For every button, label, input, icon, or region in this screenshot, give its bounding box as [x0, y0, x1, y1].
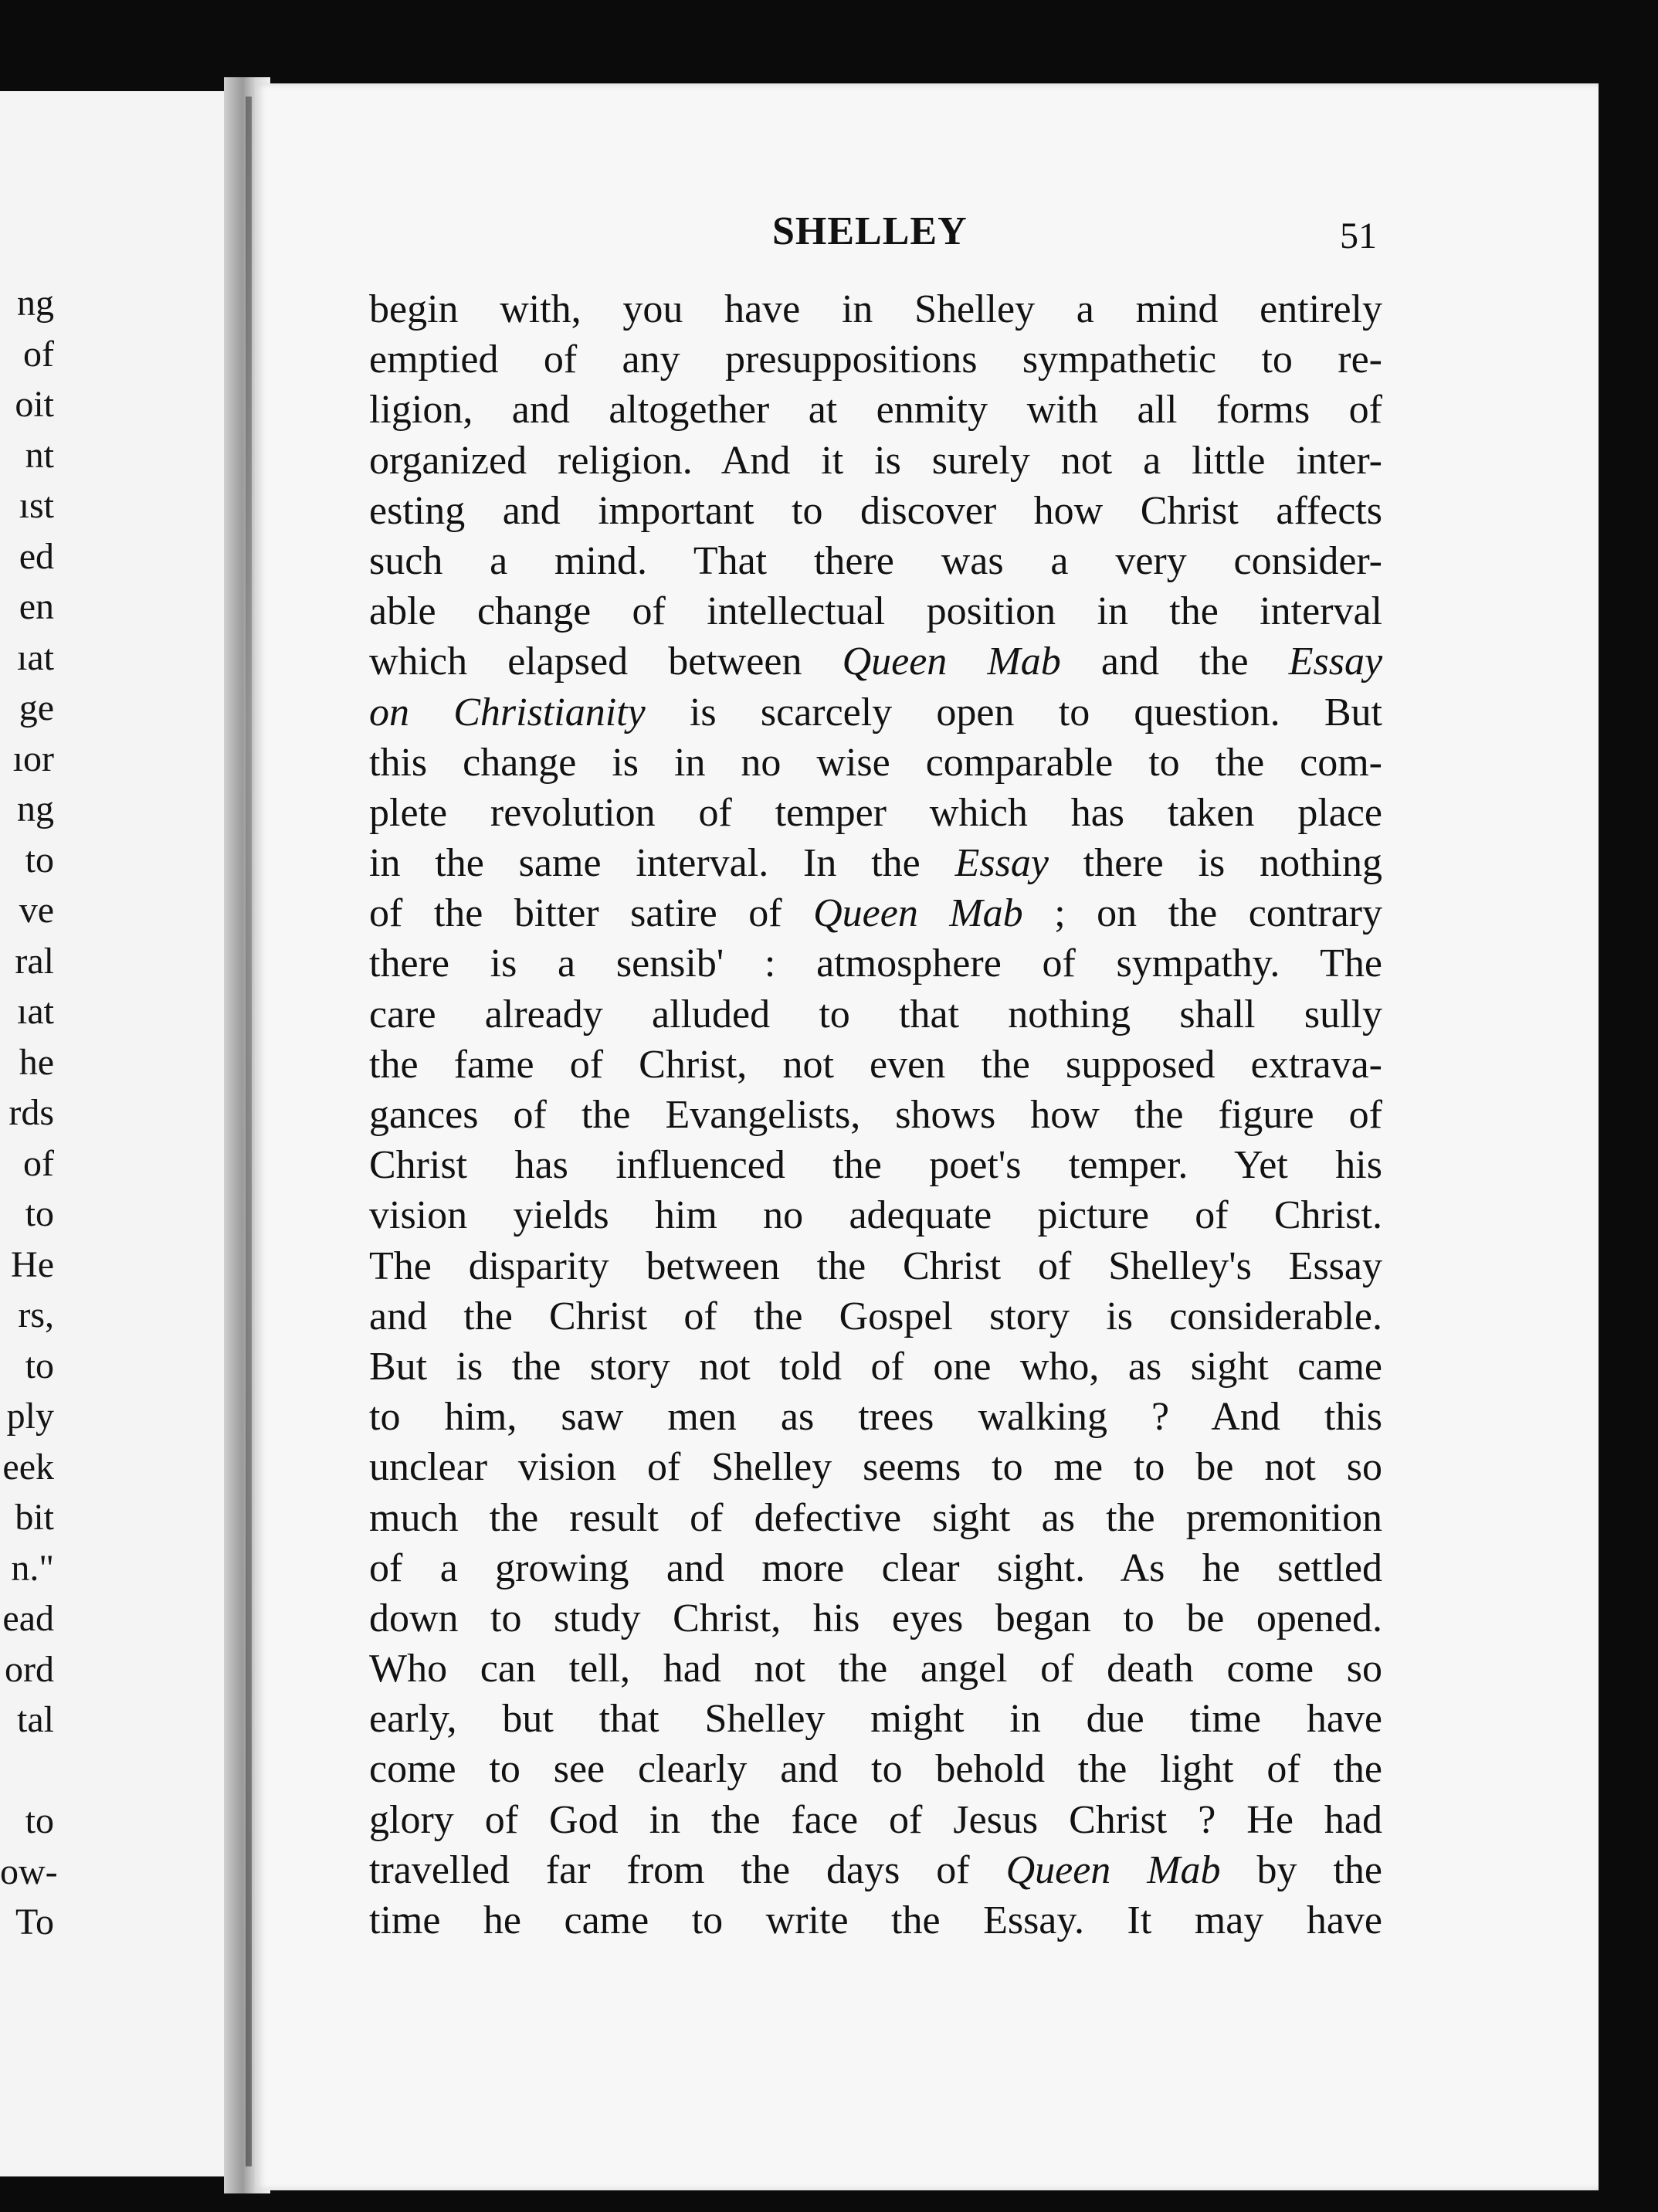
text-line — [369, 1795, 1382, 1845]
text-line — [369, 738, 1382, 788]
left-fragment: ng — [17, 283, 54, 324]
text-run: time he came to write the Essay. It may have — [369, 1898, 1382, 1942]
text-line — [369, 586, 1382, 636]
text-run: is scarcely open to question. But — [645, 690, 1382, 735]
text-run: gances of the Evangelists, shows how the figure of — [369, 1093, 1382, 1137]
text-line — [369, 1140, 1382, 1190]
text-line — [369, 1392, 1382, 1442]
text-run: able change of intellectual position in the interval — [369, 589, 1382, 634]
left-fragment: To — [15, 1902, 54, 1942]
text-run: come to see clearly and to behold the light of the — [369, 1747, 1382, 1792]
text-run: to him, saw men as trees walking ? And this — [369, 1395, 1382, 1440]
text-run: esting and important to discover how Christ affects — [369, 488, 1382, 533]
left-fragment: ord — [5, 1648, 54, 1690]
left-fragment: ıat — [17, 991, 54, 1032]
text-line — [369, 436, 1382, 486]
left-fragment: of — [23, 333, 54, 375]
left-fragment: ead — [2, 1598, 54, 1639]
italic-title: Queen Mab — [813, 891, 1023, 936]
text-run: such a mind. That there was a very consider- — [369, 538, 1382, 583]
text-line — [369, 536, 1382, 586]
text-run: organized religion. And it is surely not a little inter- — [369, 438, 1382, 483]
text-run: glory of God in the face of Jesus Christ ? He had — [369, 1797, 1382, 1842]
text-line — [369, 1895, 1382, 1946]
left-fragment: rs, — [18, 1294, 54, 1335]
left-fragment: He — [11, 1243, 54, 1285]
text-line — [369, 938, 1382, 989]
text-line — [369, 1291, 1382, 1342]
left-fragment: he — [19, 1041, 54, 1083]
text-run: there is a sensib' : atmosphere of sympathy. The — [369, 941, 1382, 986]
text-run: begin with, you have in Shelley a mind entirely — [369, 287, 1382, 331]
left-fragment — [0, 1746, 54, 1796]
left-fragment: bit — [15, 1497, 54, 1538]
italic-title: Essay — [954, 841, 1049, 886]
text-line — [369, 1342, 1382, 1392]
text-line — [369, 1090, 1382, 1140]
left-fragment: tal — [17, 1699, 54, 1740]
left-fragment: ıat — [17, 636, 54, 678]
left-page-text-fragments — [0, 278, 58, 1948]
left-fragment: rds — [8, 1092, 54, 1133]
text-line — [369, 385, 1382, 435]
text-line — [369, 486, 1382, 536]
text-run: early, but that Shelley might in due time have — [369, 1697, 1382, 1742]
text-line — [369, 788, 1382, 838]
text-run: ; on the contrary — [1022, 891, 1382, 936]
left-fragment: eek — [2, 1446, 54, 1488]
text-run: there is nothing — [1048, 841, 1382, 886]
text-run: Who can tell, had not the angel of death come so — [369, 1647, 1382, 1691]
text-line — [369, 1190, 1382, 1240]
text-line — [369, 888, 1382, 938]
left-fragment: ve — [19, 890, 54, 931]
text-run: care already alluded to that nothing shall sully — [369, 992, 1382, 1036]
text-line — [369, 1644, 1382, 1694]
left-fragment: to — [25, 839, 54, 880]
left-fragment: ıst — [19, 485, 54, 526]
left-fragment: ed — [19, 535, 54, 577]
text-run: vision yields him no adequate picture of Christ. — [369, 1193, 1382, 1238]
left-fragment: ng — [17, 789, 54, 830]
text-line — [369, 636, 1382, 687]
text-line — [369, 1241, 1382, 1291]
binding-shadow — [246, 97, 252, 2166]
left-fragment: n." — [11, 1547, 54, 1589]
text-run: unclear vision of Shelley seems to me to be not so — [369, 1445, 1382, 1490]
text-line — [369, 334, 1382, 385]
left-fragment: ıor — [12, 738, 54, 779]
text-run: by the — [1220, 1847, 1382, 1892]
text-run: this change is in no wise comparable to the com- — [369, 740, 1382, 785]
text-line — [369, 1442, 1382, 1492]
left-fragment: oit — [15, 384, 54, 425]
text-run: plete revolution of temper which has taken place — [369, 790, 1382, 835]
text-line — [369, 1493, 1382, 1543]
text-line — [369, 284, 1382, 334]
left-fragment: to — [25, 1345, 54, 1386]
left-fragment: ral — [15, 940, 54, 982]
text-run: and the Christ of the Gospel story is considerable. — [369, 1294, 1382, 1338]
text-run: emptied of any presuppositions sympathetic to re- — [369, 338, 1382, 382]
italic-title: on Christianity — [369, 690, 646, 735]
text-run: The disparity between the Christ of Shelley's Essay — [369, 1243, 1382, 1288]
italic-title: Queen Mab — [1005, 1847, 1221, 1892]
text-run: the fame of Christ, not even the supposed extrava- — [369, 1042, 1382, 1087]
text-line — [369, 1694, 1382, 1744]
page-number: 51 — [1340, 215, 1377, 256]
text-run: travelled far from the days of — [369, 1847, 1006, 1892]
text-run: But is the story not told of one who, as sight came — [369, 1344, 1382, 1389]
text-line — [369, 687, 1382, 738]
left-fragment: of — [23, 1142, 54, 1184]
text-run: and the — [1060, 640, 1289, 684]
text-line — [369, 1593, 1382, 1644]
text-run: of the bitter satire of — [369, 891, 814, 936]
left-fragment: to — [25, 1193, 54, 1234]
body-text — [369, 284, 1382, 1946]
text-run: of a growing and more clear sight. As he settled — [369, 1545, 1382, 1590]
text-run: which elapsed between — [369, 640, 843, 684]
left-fragment: ply — [6, 1396, 54, 1437]
text-line — [369, 1845, 1382, 1895]
text-run: in the same interval. In the — [369, 841, 955, 886]
left-fragment: en — [19, 586, 54, 627]
left-fragment: nt — [25, 434, 54, 476]
text-line — [369, 1040, 1382, 1090]
text-run: ligion, and altogether at enmity with all forms of — [369, 388, 1382, 433]
text-line — [369, 1744, 1382, 1794]
text-line — [369, 989, 1382, 1040]
text-run: Christ has influenced the poet's temper. Yet his — [369, 1143, 1382, 1188]
left-fragment: ge — [19, 687, 54, 728]
text-run: much the result of defective sight as the premonition — [369, 1495, 1382, 1540]
italic-title: Essay — [1288, 640, 1383, 684]
italic-title: Queen Mab — [842, 640, 1061, 684]
text-line — [369, 838, 1382, 888]
left-fragment: ow- — [0, 1851, 58, 1892]
running-head: SHELLEY — [772, 209, 968, 253]
text-line — [369, 1543, 1382, 1593]
left-fragment: to — [25, 1800, 54, 1841]
text-run: down to study Christ, his eyes began to be opened. — [369, 1596, 1382, 1640]
